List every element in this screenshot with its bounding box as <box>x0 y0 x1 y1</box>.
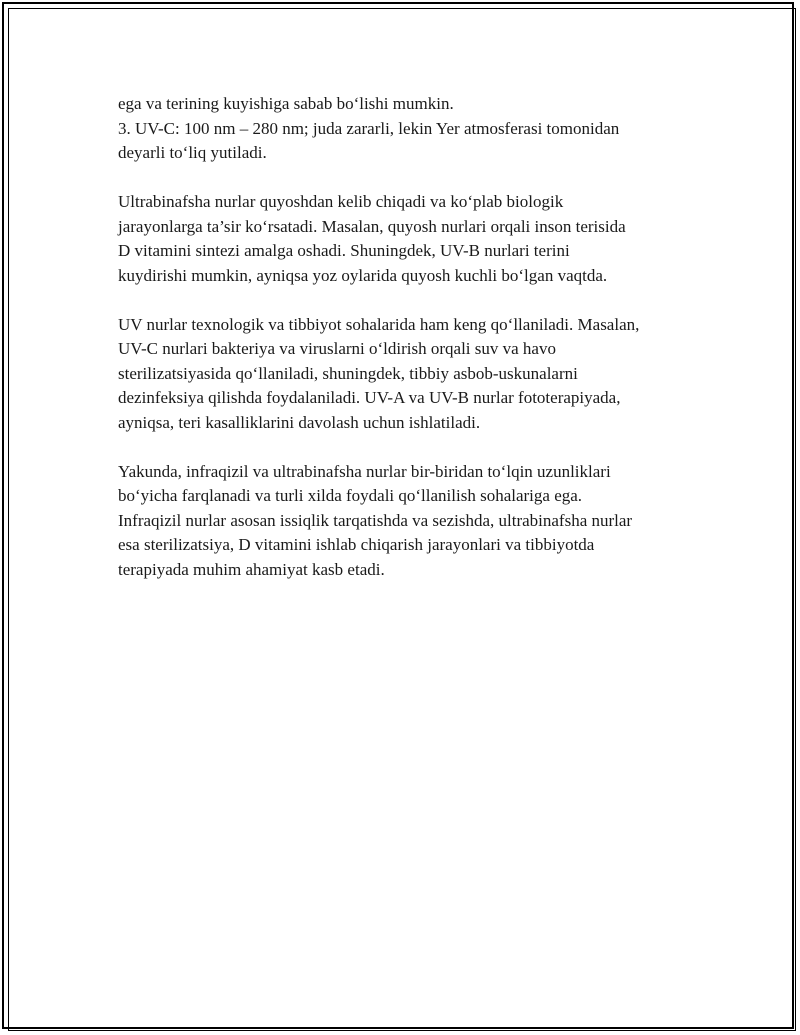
text-line: UV-C nurlari bakteriya va viruslarni o‘ldirish orqali suv va havo <box>118 339 556 358</box>
text-line: jarayonlarga ta’sir ko‘rsatadi. Masalan, quyosh nurlari orqali inson terisida <box>118 216 626 236</box>
text-line: esa sterilizatsiya, D vitamini ishlab chiqarish jarayonlari va tibbiyotda <box>118 535 595 554</box>
text-line: bo‘yicha farqlanadi va turli xilda foydali qo‘llanilish sohalariga ega. <box>118 486 583 505</box>
paragraph-uv-technology <box>118 313 708 436</box>
text-line: deyarli to‘liq yutiladi. <box>118 143 267 162</box>
text-line: UV nurlar texnologik va tibbiyot sohalarida ham keng qo‘llaniladi. Masalan, <box>118 314 640 334</box>
text-line: Yakunda, infraqizil va ultrabinafsha nurlar bir-biridan to‘lqin uzunliklari <box>118 461 611 481</box>
paragraph-conclusion <box>118 460 708 583</box>
text-line: kuydirishi mumkin, ayniqsa yoz oylarida quyosh kuchli bo‘lgan vaqtda. <box>118 265 608 285</box>
text-line: Infraqizil nurlar asosan issiqlik tarqatishda va sezishda, ultrabinafsha nurlar <box>118 510 633 530</box>
text-line: dezinfeksiya qilishda foydalaniladi. UV-A va UV-B nurlar fototerapiyada, <box>118 388 621 407</box>
paragraph-uv-c-continuation <box>118 92 708 166</box>
text-line: ayniqsa, teri kasalliklarini davolash uchun ishlatiladi. <box>118 412 481 432</box>
text-line: D vitamini sintezi amalga oshadi. Shuningdek, UV-B nurlari terini <box>118 241 570 260</box>
text-line: Ultrabinafsha nurlar quyoshdan kelib chiqadi va ko‘plab biologik <box>118 192 564 211</box>
paragraph-uv-biology <box>118 190 708 288</box>
text-line: ega va terining kuyishiga sabab bo‘lishi mumkin. <box>118 94 454 113</box>
text-line: terapiyada muhim ahamiyat kasb etadi. <box>118 559 385 579</box>
document-body <box>118 92 708 607</box>
text-line: 3. UV-C: 100 nm – 280 nm; juda zararli, lekin Yer atmosferasi tomonidan <box>118 118 620 138</box>
text-line: sterilizatsiyasida qo‘llaniladi, shuningdek, tibbiy asbob-uskunalarni <box>118 363 578 383</box>
